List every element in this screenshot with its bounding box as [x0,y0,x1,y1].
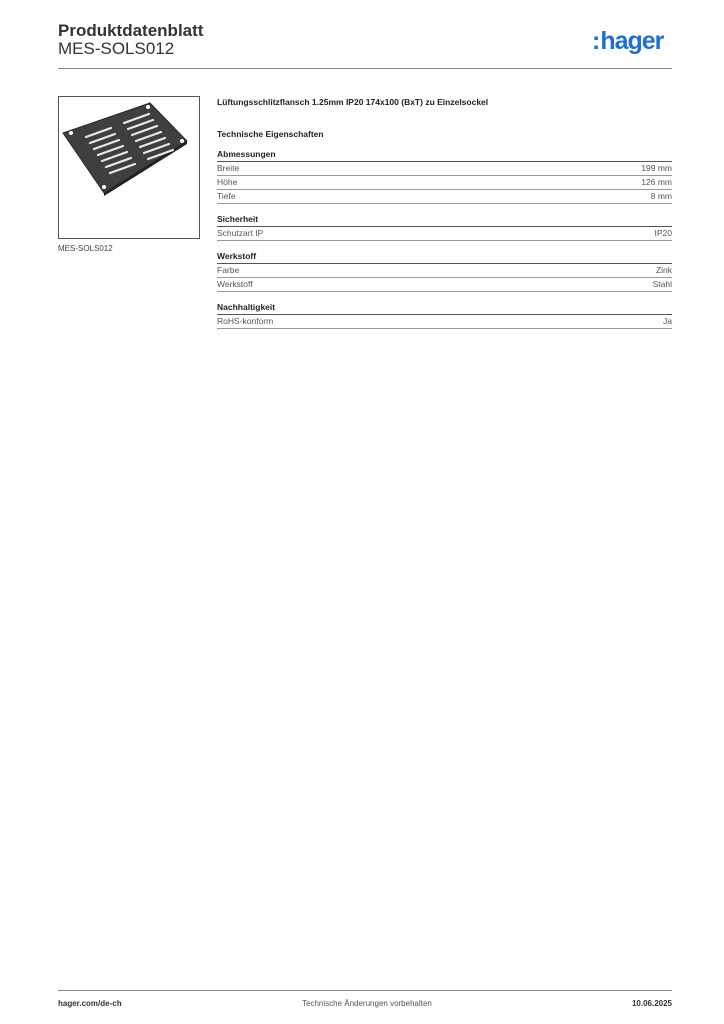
footer-website[interactable]: hager.com/de-ch [58,999,122,1008]
spec-row [217,264,672,278]
footer-divider [58,990,672,991]
spec-value: Stahl [652,279,672,289]
footer-date: 10.06.2025 [631,999,672,1008]
page-title: Produktdatenblatt [58,21,204,40]
spec-value: 126 mm [641,177,672,187]
spec-label: Farbe [217,265,240,275]
section-title: Abmessungen [217,149,672,162]
specs-heading: Technische Eigenschaften [217,129,324,139]
product-image [58,96,200,239]
product-code: MES-SOLS012 [58,39,175,58]
spec-row [217,190,672,204]
header-divider [58,68,672,69]
spec-row [217,278,672,292]
product-description: Lüftungsschlitzflansch 1.25mm IP20 174x100 (BxT) zu Einzelsockel [217,97,489,107]
spec-label: Schutzart IP [217,228,264,238]
spec-content [217,96,672,329]
spec-row [217,227,672,241]
spec-row [217,162,672,176]
section-abmessungen [217,149,672,204]
section-title: Werkstoff [217,251,672,264]
spec-label: Höhe [217,177,238,187]
spec-label: Werkstoff [217,279,253,289]
spec-row [217,176,672,190]
spec-label: Tiefe [217,191,236,201]
spec-value: 199 mm [641,163,672,173]
spec-label: RoHS-konform [217,316,274,326]
hager-logo: :hager [592,27,664,55]
vent-flange-image [59,97,199,238]
spec-row [217,315,672,329]
section-title: Nachhaltigkeit [217,302,672,315]
section-werkstoff [217,251,672,292]
spec-value: 8 mm [650,191,672,201]
section-nachhaltigkeit [217,302,672,329]
logo-colon-icon: : [592,27,600,55]
spec-label: Breite [217,163,240,173]
image-caption: MES-SOLS012 [58,244,113,253]
spec-value: Zink [655,265,672,275]
footer-notice: Technische Änderungen vorbehalten [302,999,432,1008]
spec-value: Ja [663,316,672,326]
spec-value: IP20 [654,228,672,238]
section-title: Sicherheit [217,214,672,227]
section-sicherheit [217,214,672,241]
